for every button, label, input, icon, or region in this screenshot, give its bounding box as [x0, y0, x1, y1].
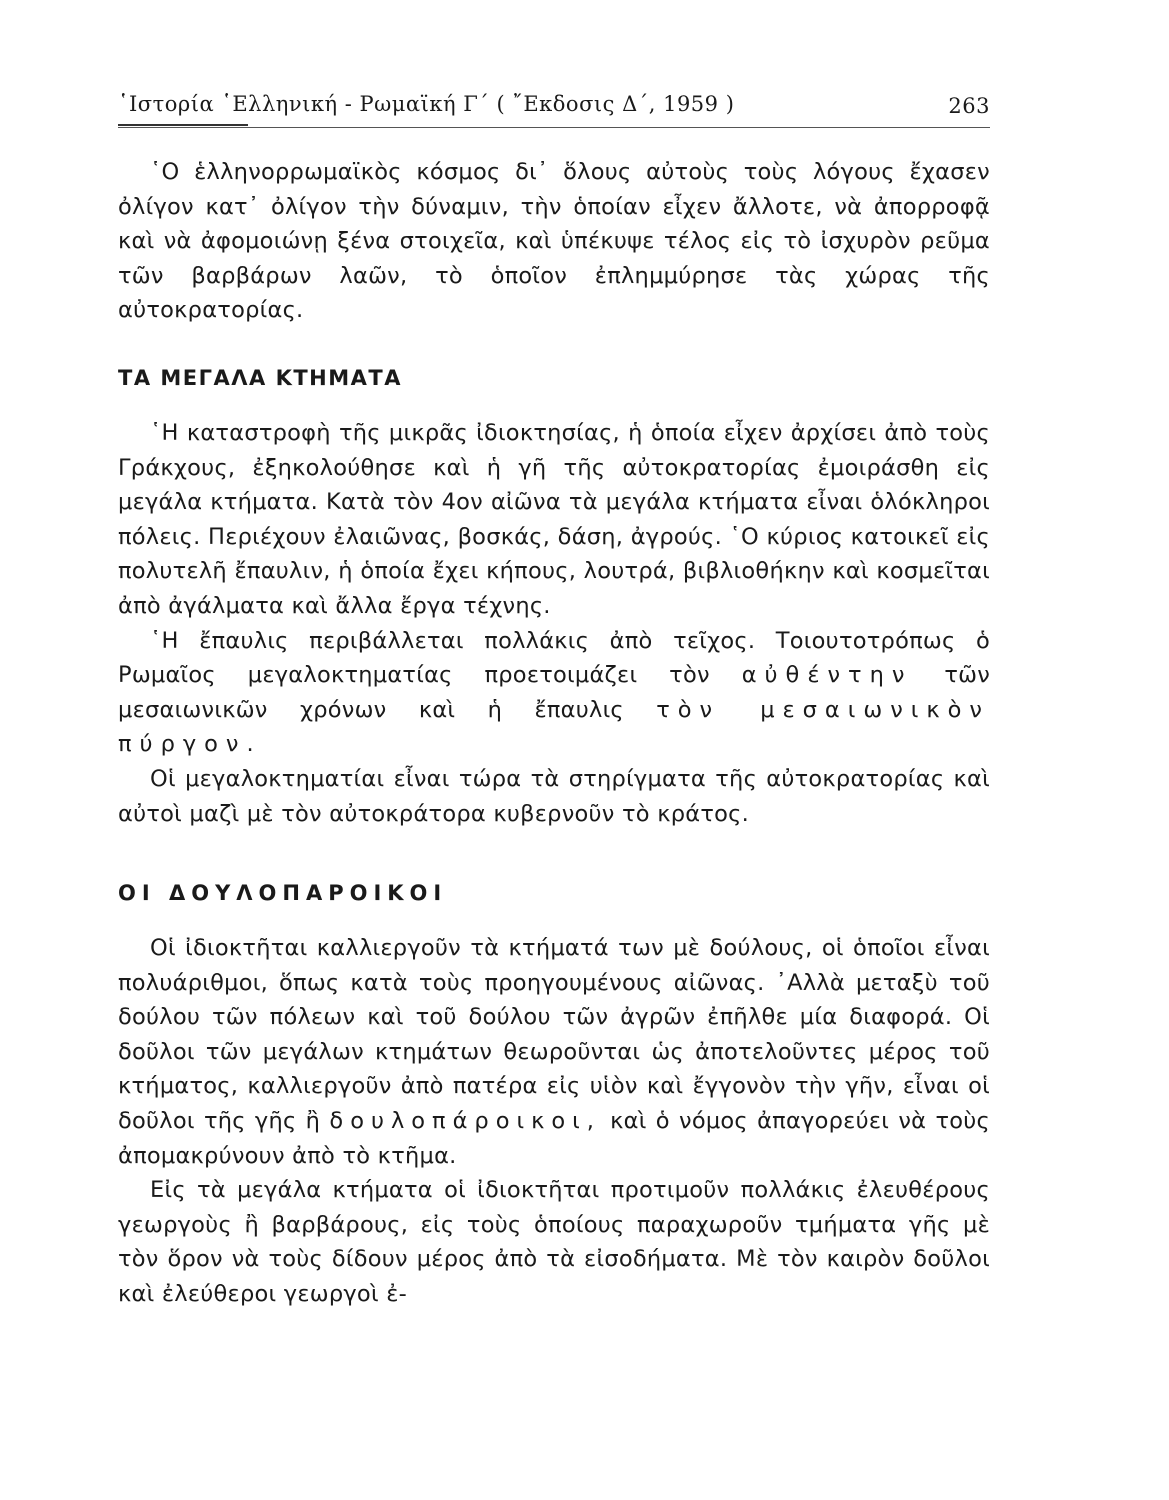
paragraph-serfs: [118, 931, 990, 1173]
page-body: [118, 155, 990, 1312]
section-heading-large-estates: ΤΑ ΜΕΓΑΛΑ ΚΤΗΜΑΤΑ: [118, 365, 402, 390]
header-rule: [118, 127, 990, 128]
paragraph-villa: [118, 624, 990, 762]
paragraph-intro: ῾Ο ἑλληνορρωμαϊκὸς κόσμος δι᾽ ὅλους αὐτοὺς τοὺς λόγους ἔχασεν ὀλίγον κατ᾽ ὀλίγον τὴν δύναμιν, τὴν ὁποίαν εἶχεν ἄλλοτε, νὰ ἀπορροφᾷ καὶ νὰ ἀφομοιώνῃ ξένα στοιχεῖα, καὶ ὑπέκυψε τέλος εἰς τὸ ἰσχυρὸν ρεῦμα τῶν βαρβάρων λαῶν, τὸ ὁποῖον ἐπλημμύρησε τὰς χώρας τῆς αὐτοκρατορίας.: [118, 159, 990, 324]
paragraph-estates: ῾Η καταστροφὴ τῆς μικρᾶς ἰδιοκτησίας, ἡ ὁποία εἶχεν ἀρχίσει ἀπὸ τοὺς Γράκχους, ἐξηκολούθησε καὶ ἡ γῆ τῆς αὐτοκρατορίας ἐμοιράσθη εἰς μεγάλα κτήματα. Κατὰ τὸν 4ον αἰῶνα τὰ μεγάλα κτήματα εἶναι ὁλόκληροι πόλεις. Περιέχουν ἐλαιῶνας, βοσκάς, δάση, ἀγρούς. ῾Ο κύριος κατοικεῖ εἰς πολυτελῆ ἔπαυλιν, ἡ ὁποία ἔχει κήπους, λουτρά, βιβλιοθήκην καὶ κοσμεῖται ἀπὸ ἀγάλματα καὶ ἄλλα ἔργα τέχνης.: [118, 419, 990, 619]
header-underline: [118, 124, 248, 126]
text-run: Οἱ ἰδιοκτῆται καλλιεργοῦν τὰ κτήματά των μὲ δούλους, οἱ ὁποῖοι εἶναι πολυάριθμοι, ὅπως κατὰ τοὺς προηγουμένους αἰῶνας. ᾽Αλλὰ μεταξὺ τοῦ δούλου τῶν πόλεων καὶ τοῦ δούλου τῶν ἀγρῶν ἐπῆλθε μία διαφορά. Οἱ δοῦλοι τῶν μεγάλων κτημάτων θεωροῦνται ὡς ἀποτελοῦντες μέρος τοῦ κτήματος, καλλιεργοῦν ἀπὸ πατέρα εἰς υἱὸν καὶ ἔγγονὸν τὴν γῆν, εἶναι οἱ δοῦλοι τῆς γῆς ἢ: [118, 935, 990, 1135]
section-heading-serfs: ΟΙ ΔΟΥΛΟΠΑΡΟΙΚΟΙ: [118, 881, 448, 906]
paragraph-landowners: Οἱ μεγαλοκτηματίαι εἶναι τώρα τὰ στηρίγματα τῆς αὐτοκρατορίας καὶ αὐτοὶ μαζὶ μὲ τὸν αὐτοκράτορα κυβερνοῦν τὸ κράτος.: [118, 765, 990, 827]
spaced-text-serfs: δουλοπάροικοι,: [329, 1108, 601, 1135]
text-run: τῶν μεσαιωνικῶν χρόνων καὶ ἡ ἔπαυλις: [118, 662, 991, 723]
spaced-text-tower: τὸν μεσαιωνικὸν πύργον.: [118, 696, 990, 758]
page-number: 263: [948, 94, 990, 118]
running-header: [118, 92, 990, 122]
text-run: ῾Η ἔπαυλις περιβάλλεται πολλάκις ἀπὸ τεῖχος. Τοιουτοτρόπως ὁ Ρωμαῖος μεγαλοκτηματίας προετοιμάζει τὸν: [118, 627, 990, 689]
spaced-text-lord: αὐθέντην: [741, 662, 913, 689]
text-run: καὶ ὁ νόμος ἀπαγορεύει νὰ τοὺς ἀπομακρύνουν ἀπὸ τὸ κτῆμα.: [118, 1108, 990, 1169]
header-title: ῾Ιστορία ῾Ελληνική - Ρωμαϊκή Γ΄ ( ῎Εκδοσις Δ΄, 1959 ): [118, 92, 735, 116]
paragraph-free-farmers: Εἰς τὰ μεγάλα κτήματα οἱ ἰδιοκτῆται προτιμοῦν πολλάκις ἐλευθέρους γεωργοὺς ἢ βαρβάρους, εἰς τοὺς ὁποίους παραχωροῦν τμήματα γῆς μὲ τὸν ὅρον νὰ τοὺς δίδουν μέρος ἀπὸ τὰ εἰσοδήματα. Μὲ τὸν καιρὸν δοῦλοι καὶ ἐλεύθεροι γεωργοὶ ἐ-: [118, 1177, 990, 1308]
